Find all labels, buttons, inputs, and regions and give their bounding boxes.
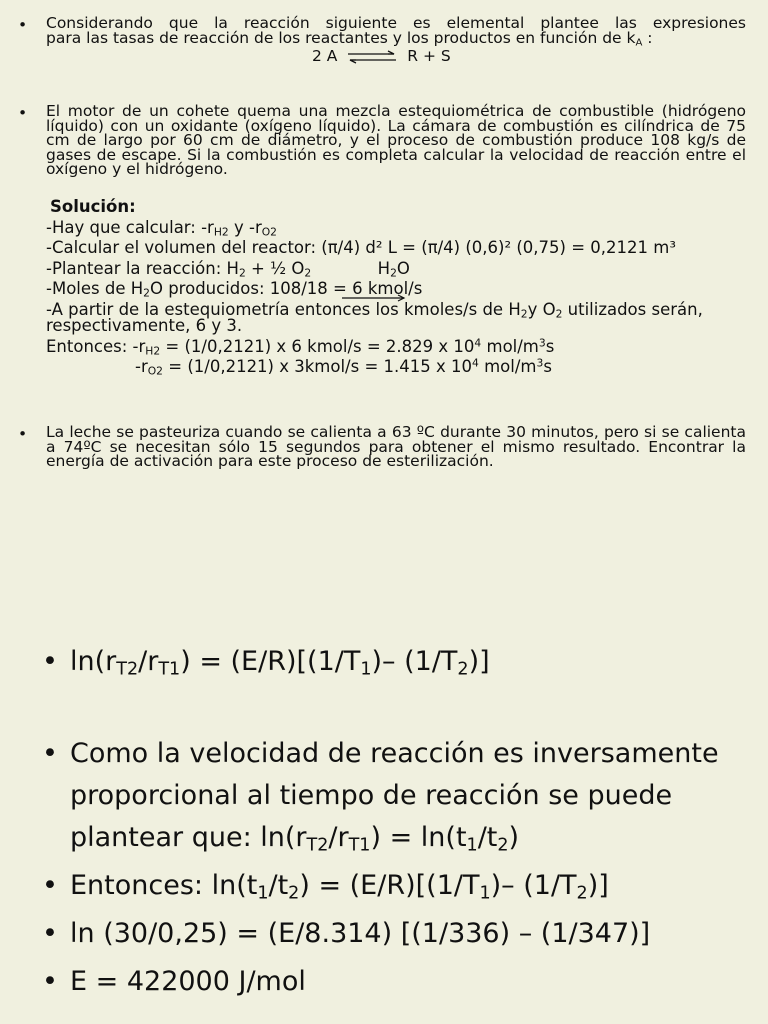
reaction-arrow-icon [342,294,406,302]
sol-line-respect: respectivamente, 6 y 3. [46,316,243,335]
p1-line2: para las tasas de reacción de los reactantes y los productos en función de $k_A$ : [46,28,653,49]
bullet-1: • [18,16,28,34]
big-item-4: • ln (30/0,25) = (E/8.314) [(1/336) – (1/347)] [42,918,651,949]
bullet-2: • [18,104,28,122]
sol-line-moles: -Moles de $H_2O$ producidos: 108/18 = 6 kmol/s [46,279,423,300]
big-item-2: • Como la velocidad de reacción es inversamente proporcional al tiempo de reacción se puede plantear que: $\ln(r_{T2}/r_{T1}) = \ln(t_1/t_2)$ [42,738,719,856]
sol-line-entonces-o2: $-r_{O2} = (1/0,2121)$ x 3kmol/s = 1.415 x $10^4$ mol/$m^3s$ [135,356,552,378]
big-item-5: • E = 422000 J/mol [42,966,306,997]
sol-line-volumen: -Calcular el volumen del reactor: (π/4) d² L = (π/4) (0,6)² (0,75) = 0,2121 m³ [46,238,676,257]
bullet-3: • [18,425,28,443]
reaction-equation [46,49,746,64]
paragraph-reaction [46,16,746,64]
solucion-heading: Solución: [50,197,136,216]
big-item-1: • $\ln(r_{T2}/r_{T1}) = (E/R)[(1/T_1)-$ $(1/T_2)$] [42,646,490,680]
sol-line-hay: -Hay que calcular: $-r_{H2}$ y $-r_{O2}$ [46,217,277,239]
reaction-left: 2 A [312,47,338,65]
sol-line-entonces-h2: Entonces: $-r_{H2} = (1/0,2121)$ x 6 kmol/s = 2.829 x $10^4$ mol/$m^3s$ [46,336,555,358]
sol-line-plantear: -Plantear la reacción: $H_2$ + ½ $O_2$ $H_2O$ [46,258,410,280]
reaction-right: R + S [407,47,451,65]
paragraph-leche: La leche se pasteuriza cuando se calienta a 63 ºC durante 30 minutos, pero si se calienta a 74ºC se necesitan sólo 15 segundos para obtener el mismo resultado. Encontrar la energía de activación para este proceso de esterilización. [46,423,746,470]
p1-line1: Considerando que la reacción siguiente es elemental plantee las expresiones [46,14,746,32]
equilibrium-arrows-icon [346,50,398,64]
solution-block [46,197,756,378]
paragraph-rocket: El motor de un cohete quema una mezcla estequiométrica de combustible (hidrógeno líquido) con un oxidante (oxígeno líquido). La cámara de combustión es cilíndrica de 75 cm de largo por 60 cm de diámetro, y el proceso de combustión produce 108 kg/s de gases de escape. Si la combustión es completa calcular la velocidad de reacción entre el oxígeno y el hidrógeno. [46,102,746,178]
big-bullet-list [42,641,762,1003]
big-item-3: • Entonces: $\ln(t_1/t_2) = (E/R)[(1/T_1)-$ $(1/T_2)$] [42,870,609,904]
sol-line-apartir: -A partir de la estequiometría entonces los kmoles/s de $H_2y$ $O_2$ utilizados serán, [46,300,703,321]
